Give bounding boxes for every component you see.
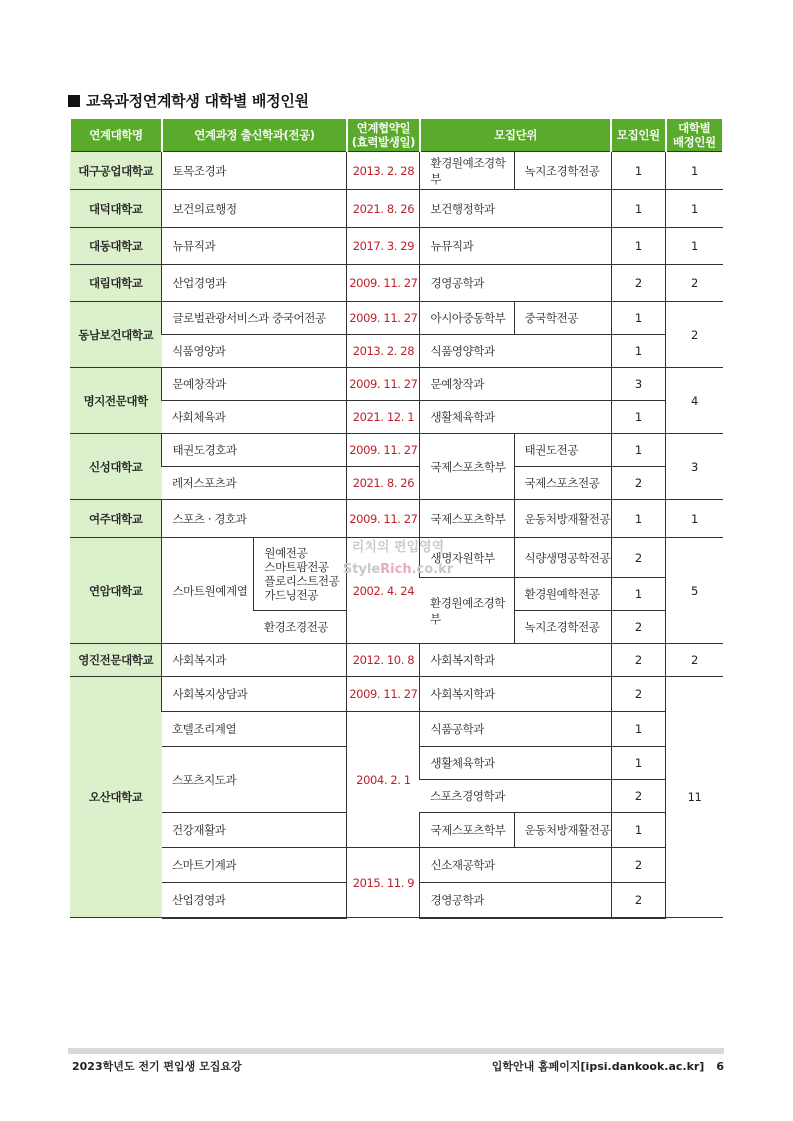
dept-cell: 스마트기계과 xyxy=(162,848,347,883)
unit-cell: 신소재공학과 xyxy=(420,848,611,883)
date-cell: 2015. 11. 9 xyxy=(347,848,420,918)
count-cell: 1 xyxy=(611,190,665,228)
count-cell: 1 xyxy=(611,813,665,848)
table-row xyxy=(70,228,723,265)
homepage-link[interactable]: 입학안내 홈페이지[ipsi.dankook.ac.kr] xyxy=(491,1060,705,1073)
table-row xyxy=(70,335,723,368)
alloc-cell: 4 xyxy=(666,368,724,434)
table-row xyxy=(70,190,723,228)
unit-cell: 뉴뮤직과 xyxy=(420,228,611,265)
count-cell: 1 xyxy=(611,401,665,434)
count-cell: 3 xyxy=(611,368,665,401)
date-cell: 2017. 3. 29 xyxy=(347,228,420,265)
table-row xyxy=(70,152,723,190)
unit-cell: 국제스포츠학부 xyxy=(420,434,514,500)
header-dept: 연계과정 출신학과(전공) xyxy=(162,119,347,152)
header-count: 모집인원 xyxy=(611,119,665,152)
sub-major-item: 가드닝전공 xyxy=(264,588,318,602)
alloc-cell: 11 xyxy=(666,677,724,918)
dept-cell: 사회복지상담과 xyxy=(162,677,347,712)
alloc-cell: 2 xyxy=(666,644,724,677)
table-row xyxy=(70,368,723,401)
univ-cell: 대구공업대학교 xyxy=(70,152,162,190)
univ-cell: 동남보건대학교 xyxy=(70,302,162,368)
unit-cell: 생활체육학과 xyxy=(420,401,611,434)
table-row xyxy=(70,677,723,712)
count-cell: 1 xyxy=(611,434,665,467)
alloc-cell: 5 xyxy=(666,538,724,644)
major-cell: 환경원예학전공 xyxy=(514,578,611,611)
table-row xyxy=(70,302,723,335)
square-bullet-icon xyxy=(68,95,80,107)
dept-cell: 글로벌관광서비스과 중국어전공 xyxy=(162,302,347,335)
count-cell: 1 xyxy=(611,228,665,265)
dept-cell: 스마트원예계열 xyxy=(162,538,254,644)
alloc-cell: 1 xyxy=(666,152,724,190)
table-row xyxy=(70,712,723,747)
unit-cell: 경영공학과 xyxy=(420,265,611,302)
dept-cell: 산업경영과 xyxy=(162,883,347,918)
table-row xyxy=(70,538,723,578)
header-unit: 모집단위 xyxy=(420,119,611,152)
count-cell: 1 xyxy=(611,302,665,335)
count-cell: 1 xyxy=(611,335,665,368)
unit-cell: 생활체육학과 xyxy=(420,747,611,780)
watermark-line2: StyleRich.co.kr xyxy=(342,562,454,577)
major-cell: 운동처방재활전공 xyxy=(514,500,611,538)
header-row xyxy=(70,119,723,152)
dept-cell: 스포츠 · 경호과 xyxy=(162,500,347,538)
date-cell: 2013. 2. 28 xyxy=(347,152,420,190)
unit-cell: 보건행정학과 xyxy=(420,190,611,228)
footer-title: 2023학년도 전기 편입생 모집요강 xyxy=(72,1060,242,1073)
unit-cell: 사회복지학과 xyxy=(420,677,611,712)
count-cell: 1 xyxy=(611,578,665,611)
date-cell: 2012. 10. 8 xyxy=(347,644,420,677)
sub-major-cell xyxy=(254,538,347,611)
sub-major-item: 플로리스트전공 xyxy=(264,574,340,588)
unit-cell: 아시아중동학부 xyxy=(420,302,514,335)
univ-cell: 여주대학교 xyxy=(70,500,162,538)
date-cell: 2009. 11. 27 xyxy=(347,368,420,401)
count-cell: 2 xyxy=(611,265,665,302)
dept-cell: 산업경영과 xyxy=(162,265,347,302)
count-cell: 2 xyxy=(611,644,665,677)
unit-cell: 스포츠경영학과 xyxy=(420,780,611,813)
dept-cell: 토목조경과 xyxy=(162,152,347,190)
major-cell: 태권도전공 xyxy=(514,434,611,467)
dept-cell: 건강재활과 xyxy=(162,813,347,848)
footer-divider xyxy=(68,1048,724,1054)
alloc-cell: 3 xyxy=(666,434,724,500)
date-cell: 2009. 11. 27 xyxy=(347,434,420,467)
unit-cell: 식품영양학과 xyxy=(420,335,611,368)
unit-cell: 생명자원학부 xyxy=(420,538,514,578)
univ-cell: 오산대학교 xyxy=(70,677,162,918)
alloc-cell: 1 xyxy=(666,228,724,265)
dept-cell: 뉴뮤직과 xyxy=(162,228,347,265)
univ-cell: 대림대학교 xyxy=(70,265,162,302)
unit-cell: 환경원예조경학부 xyxy=(420,578,514,644)
dept-cell: 사회체육과 xyxy=(162,401,347,434)
unit-cell: 식품공학과 xyxy=(420,712,611,747)
dept-cell: 스포츠지도과 xyxy=(162,747,347,813)
date-cell: 2004. 2. 1 xyxy=(347,712,420,848)
alloc-cell: 1 xyxy=(666,500,724,538)
major-cell: 국제스포츠전공 xyxy=(514,467,611,500)
date-cell: 2009. 11. 27 xyxy=(347,265,420,302)
header-alloc: 대학별 배정인원 xyxy=(666,119,724,152)
major-cell: 운동처방재활전공 xyxy=(514,813,611,848)
unit-cell: 국제스포츠학부 xyxy=(420,500,514,538)
date-cell: 2021. 8. 26 xyxy=(347,467,420,500)
univ-cell: 대덕대학교 xyxy=(70,190,162,228)
header-date: 연계협약일 (효력발생일) xyxy=(347,119,420,152)
dept-cell: 호텔조리계열 xyxy=(162,712,347,747)
count-cell: 2 xyxy=(611,780,665,813)
date-cell: 2021. 8. 26 xyxy=(347,190,420,228)
major-cell: 중국학전공 xyxy=(514,302,611,335)
count-cell: 2 xyxy=(611,883,665,918)
table-row xyxy=(70,401,723,434)
header-univ: 연계대학명 xyxy=(70,119,162,152)
major-cell: 식량생명공학전공 xyxy=(514,538,611,578)
date-cell: 2002. 4. 24 xyxy=(347,538,420,644)
table-row xyxy=(70,467,723,500)
count-cell: 2 xyxy=(611,611,665,644)
watermark-line1: 리치의 편입영역 xyxy=(351,540,445,555)
date-cell: 2009. 11. 27 xyxy=(347,500,420,538)
page-number: 6 xyxy=(716,1060,724,1073)
count-cell: 1 xyxy=(611,500,665,538)
sub-major-item: 원예전공 xyxy=(264,546,308,560)
footer-homepage xyxy=(492,1058,724,1074)
count-cell: 2 xyxy=(611,538,665,578)
univ-cell: 신성대학교 xyxy=(70,434,162,500)
count-cell: 1 xyxy=(611,712,665,747)
date-cell: 2013. 2. 28 xyxy=(347,335,420,368)
date-cell: 2021. 12. 1 xyxy=(347,401,420,434)
unit-cell: 국제스포츠학부 xyxy=(420,813,514,848)
dept-cell: 레저스포츠과 xyxy=(162,467,347,500)
count-cell: 2 xyxy=(611,467,665,500)
dept-cell: 태권도경호과 xyxy=(162,434,347,467)
section-title-text: 교육과정연계학생 대학별 배정인원 xyxy=(86,92,309,110)
major-cell: 녹지조경학전공 xyxy=(514,152,611,190)
alloc-cell: 1 xyxy=(666,190,724,228)
unit-cell: 환경원예조경학부 xyxy=(420,152,514,190)
table-row xyxy=(70,644,723,677)
section-title xyxy=(68,90,309,111)
count-cell: 1 xyxy=(611,152,665,190)
sub-major-cell: 환경조경전공 xyxy=(254,611,347,644)
table-row xyxy=(70,434,723,467)
dept-cell: 보건의료행정 xyxy=(162,190,347,228)
count-cell: 1 xyxy=(611,747,665,780)
alloc-cell: 2 xyxy=(666,265,724,302)
univ-cell: 명지전문대학 xyxy=(70,368,162,434)
unit-cell: 경영공학과 xyxy=(420,883,611,918)
univ-cell: 연암대학교 xyxy=(70,538,162,644)
dept-cell: 사회복지과 xyxy=(162,644,347,677)
sub-major-item: 스마트팜전공 xyxy=(264,560,329,574)
univ-cell: 영진전문대학교 xyxy=(70,644,162,677)
table-row xyxy=(70,500,723,538)
date-cell: 2009. 11. 27 xyxy=(347,302,420,335)
alloc-cell: 2 xyxy=(666,302,724,368)
allocation-table xyxy=(69,119,724,919)
dept-cell: 식품영양과 xyxy=(162,335,347,368)
table-row xyxy=(70,265,723,302)
count-cell: 2 xyxy=(611,848,665,883)
count-cell: 2 xyxy=(611,677,665,712)
unit-cell: 사회복지학과 xyxy=(420,644,611,677)
major-cell: 녹지조경학전공 xyxy=(514,611,611,644)
dept-cell: 문예창작과 xyxy=(162,368,347,401)
unit-cell: 문예창작과 xyxy=(420,368,611,401)
table-row xyxy=(70,848,723,883)
date-cell: 2009. 11. 27 xyxy=(347,677,420,712)
univ-cell: 대동대학교 xyxy=(70,228,162,265)
